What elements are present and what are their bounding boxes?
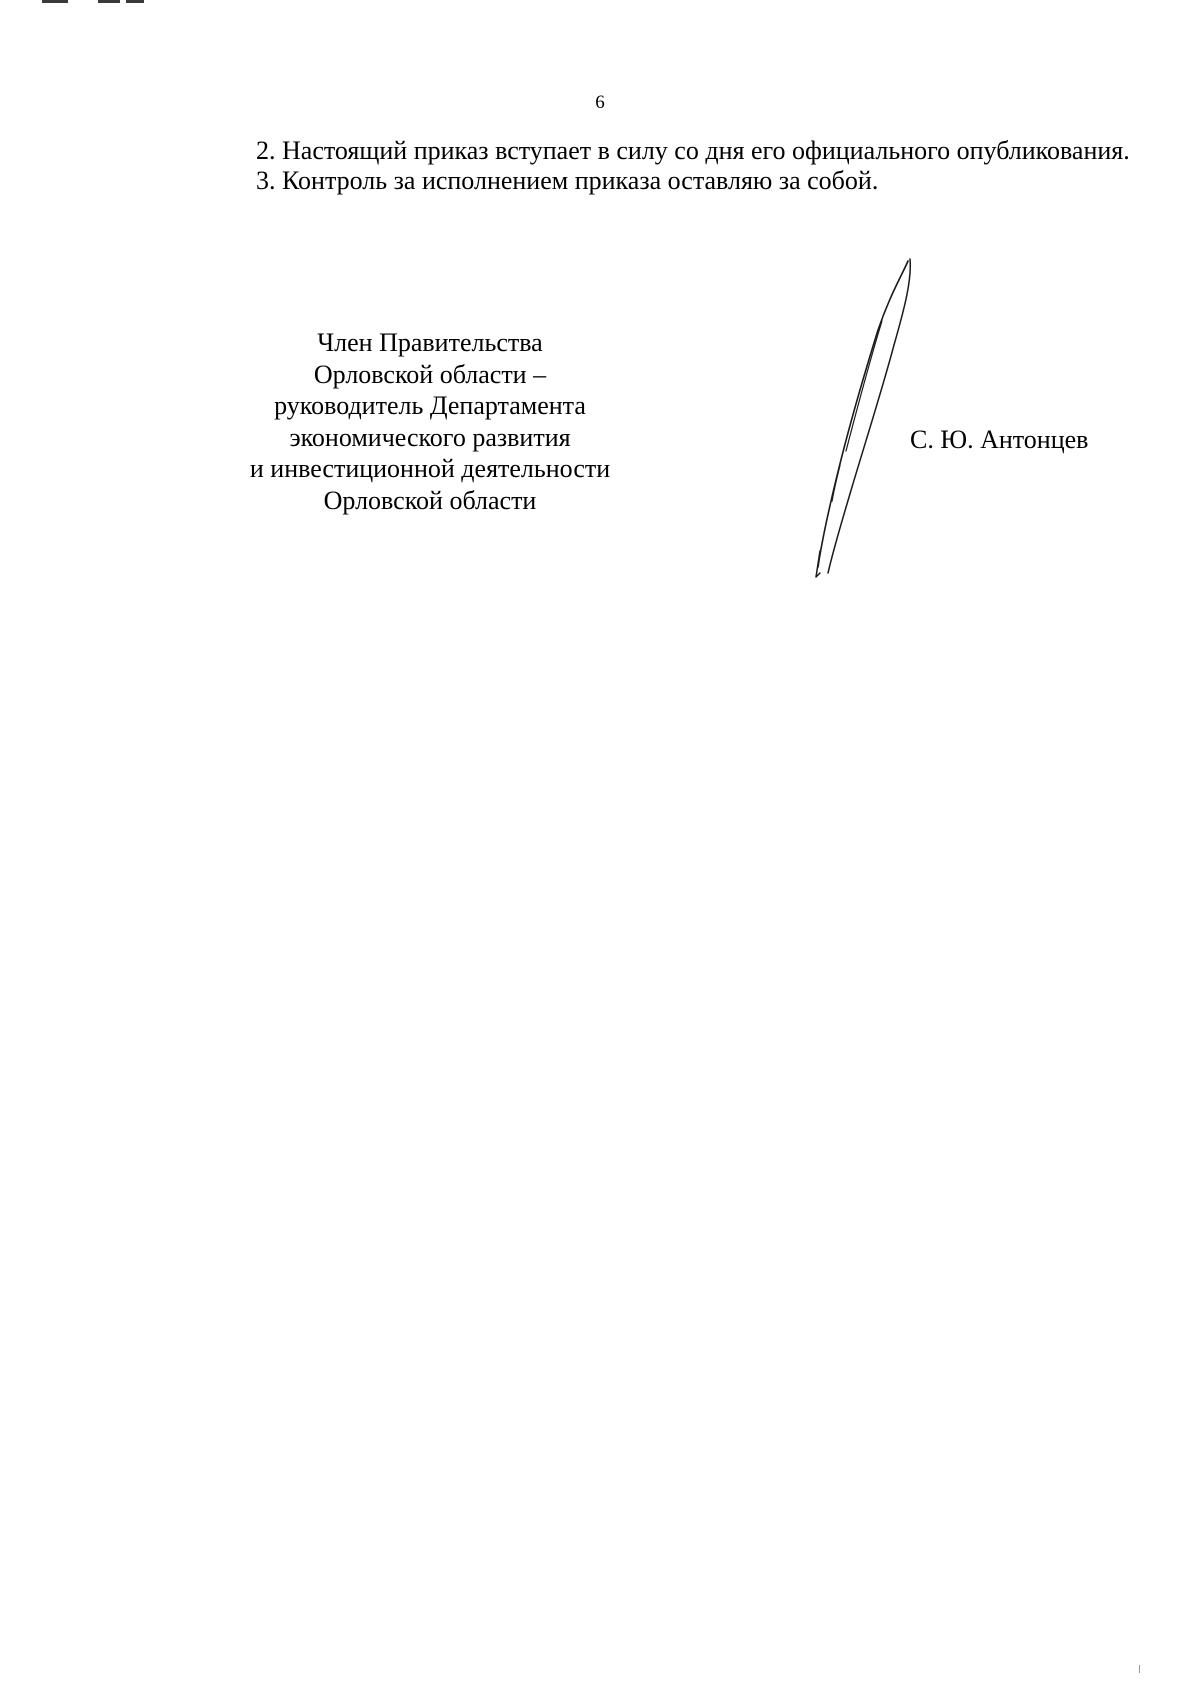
position-line: и инвестиционной деятельности: [249, 454, 611, 483]
order-body: [188, 136, 1134, 196]
position-line: Орловской области: [323, 485, 537, 515]
scan-mark-middle: [98, 0, 120, 3]
signatory-name: С. Ю. Антонцев: [910, 425, 1089, 454]
position-line: экономического развития: [289, 422, 571, 452]
paragraph-control: 3. Контроль за исполнением приказа оставляю за собой.: [256, 166, 879, 195]
paragraph-effective-date: 2. Настоящий приказ вступает в силу со дня его официального опубликования.: [256, 136, 1130, 165]
position-line: Орловской области –: [313, 359, 547, 389]
handwritten-signature-icon: [790, 255, 920, 580]
scan-corner-mark: [1139, 1665, 1140, 1673]
signatory-position: [210, 327, 650, 516]
scan-mark-right: [126, 0, 144, 3]
position-line: Член Правительства: [317, 328, 543, 357]
scan-mark-left: [42, 0, 68, 3]
position-line: руководитель Департамента: [274, 391, 586, 420]
page-number: 6: [595, 92, 605, 113]
